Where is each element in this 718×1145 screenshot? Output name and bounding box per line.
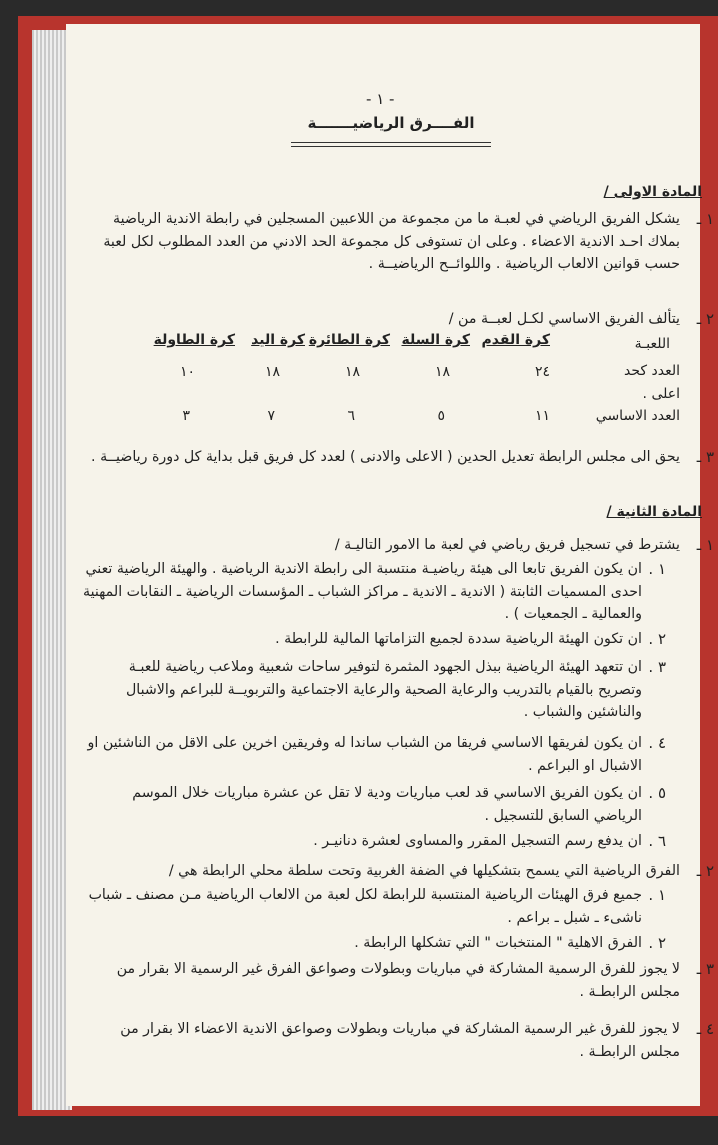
table-cell: ٢٤ — [534, 364, 550, 380]
a2-sub2-2-num: ٢ . — [648, 934, 666, 952]
a2-item2-num: ٢ ـ — [696, 862, 714, 880]
a2-item4-text: لا يجوز للفرق غير الرسمية المشاركة في مباريات وبطولات وصواعق الاندية الاعضاء الا بقرار من مجلس الرابطـة . — [120, 1021, 680, 1060]
table-row-label: العدد الاساسي — [595, 408, 680, 424]
table-header: كرة الطاولة — [153, 332, 235, 348]
table-header: كرة الطائرة — [308, 332, 390, 348]
a2-item3-text: لا يجوز للفرق الرسمية المشاركة في مباريات وبطولات وصواعق الفرق غير الرسمية الا بقرار من مجلس الرابطـة . — [116, 961, 680, 1000]
a2-sub1-text: ان يكون الفريق تابعا الى هيئة رياضيـة منتسبة الى رابطة الاندية الرياضية . والهيئة الرياضية تعني احدى المسميات الثابتة ( الاندية ـ الاندية ـ مراكز الشباب ـ المؤسسات الرياضية ـ النقابات المهنية والعمالية ـ الجمعيات ) . — [82, 561, 642, 622]
table-cell: ٧ — [267, 408, 275, 424]
table-header: كرة السلة — [401, 332, 470, 348]
a2-sub2-1-num: ١ . — [648, 886, 666, 904]
a2-sub4-num: ٤ . — [648, 734, 666, 752]
table-cell: ١٠ — [179, 364, 195, 380]
a1-item3-num: ٣ ـ — [696, 448, 714, 466]
document-page — [66, 24, 714, 1106]
a2-item1-num: ١ ـ — [696, 536, 714, 554]
a2-sub4-text: ان يكون لفريقها الاساسي فريقا من الشباب ساندا له وفريقين اخرين على الاقل من الناشئين او الاشبال او البراعم . — [87, 735, 642, 774]
article1-heading: المادة الاولى / — [603, 184, 702, 200]
a2-sub1-num: ١ . — [648, 560, 666, 578]
a2-sub2-2-text: الفرق الاهلية " المنتخبات " التي تشكلها الرابطة . — [354, 935, 642, 951]
table-cell: ١٨ — [264, 364, 280, 380]
page-number: - ١ - — [366, 90, 395, 108]
table-header: اللعبـة — [634, 336, 670, 352]
title-underline — [291, 142, 491, 143]
page-title: الفــــرق الرياضيـــــــة — [307, 114, 475, 132]
table-cell: ٣ — [182, 408, 190, 424]
table-cell: ٥ — [437, 408, 445, 424]
a1-item2-text: يتألف الفريق الاساسي لكـل لعبــة من / — [448, 311, 680, 327]
a1-item1-text: يشكل الفريق الرياضي في لعبـة ما من مجموعة من اللاعبين المسجلين في رابطة الاندية الرياضية بملاك احـد الاندية الاعضاء . وعلى ان تستوفى كل مجموعة الحد الادني من العدد المطلوب لكل لعبة حسب قوانين الالعاب الرياضية . واللوائــح الرياضيــة . — [103, 211, 680, 272]
table-header: كرة القدم — [481, 332, 550, 348]
a2-sub2-text: ان تكون الهيئة الرياضية سددة لجميع التزاماتها المالية للرابطة . — [275, 631, 642, 647]
title-underline-2 — [291, 146, 491, 147]
a2-item4-num: ٤ ـ — [696, 1020, 714, 1038]
a2-sub3-num: ٣ . — [648, 658, 666, 676]
a1-item3-text: يحق الى مجلس الرابطة تعديل الحدين ( الاعلى والادنى ) لعدد كل فريق قبل بداية كل دورة رياضيــة . — [91, 449, 680, 465]
a2-sub5-text: ان يكون الفريق الاساسي قد لعب مباريات ودية لا تقل عن عشرة مباريات خلال الموسم الرياضي السابق للتسجيل . — [132, 785, 642, 824]
table-cell: ١٨ — [434, 364, 450, 380]
a2-sub6-num: ٦ . — [648, 832, 666, 850]
a2-sub2-num: ٢ . — [648, 630, 666, 648]
a2-sub2-1-text: جميع فرق الهيئات الرياضية المنتسبة للرابطة لكل لعبة من الالعاب الرياضية مـن مصنف ـ شباب ناشىء ـ شبل ـ براعم . — [88, 887, 642, 926]
table-cell: ٦ — [347, 408, 355, 424]
table-cell: ١٨ — [344, 364, 360, 380]
a2-item3-num: ٣ ـ — [696, 960, 714, 978]
article2-heading: المادة الثانية / — [606, 504, 702, 520]
table-row-label: العدد كحد اعلى . — [624, 363, 680, 402]
a2-item1-text: يشترط في تسجيل فريق رياضي في لعبة ما الامور التاليـة / — [334, 537, 680, 553]
a1-item2-num: ٢ ـ — [696, 310, 714, 328]
table-header: كرة اليد — [251, 332, 305, 348]
a1-item1-num: ١ ـ — [696, 210, 714, 228]
a2-sub3-text: ان تتعهد الهيئة الرياضية ببذل الجهود المثمرة لتوفير ساحات شعبية وملاعب رياضية للعبـة وتصريح بالقيام بالتدريب والرعاية الصحية والرعاية الاجتماعية والتربويــة للبراعم والاشبال والناشئين والشباب . — [125, 659, 642, 720]
a2-item2-text: الفرق الرياضية التي يسمح بتشكيلها في الضفة الغربية وتحت سلطة محلي الرابطة هي / — [168, 863, 680, 879]
table-cell: ١١ — [534, 408, 550, 424]
a2-sub6-text: ان يدفع رسم التسجيل المقرر والمساوى لعشرة دنانيـر . — [313, 833, 642, 849]
a2-sub5-num: ٥ . — [648, 784, 666, 802]
